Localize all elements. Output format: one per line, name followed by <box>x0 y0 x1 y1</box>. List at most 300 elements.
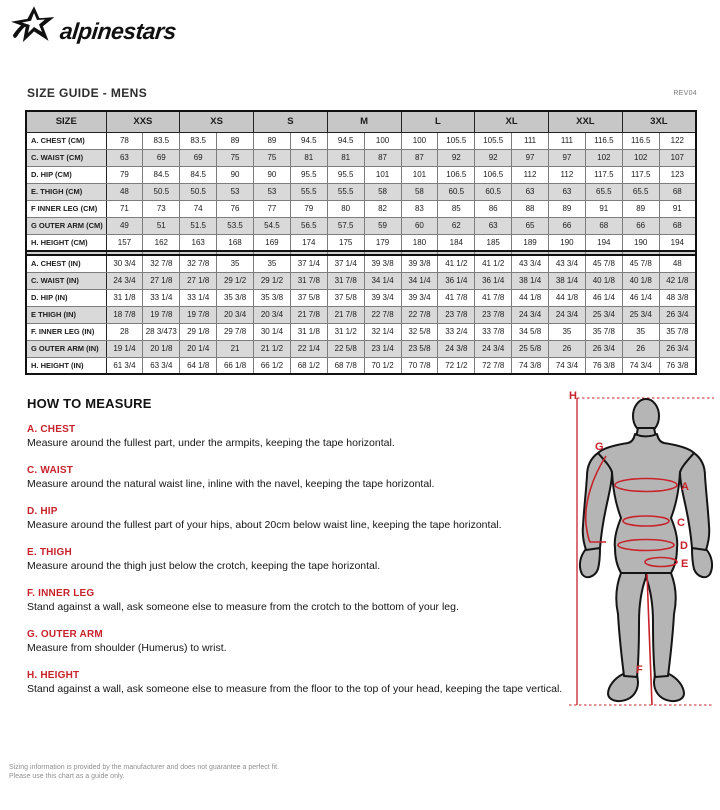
size-value-cell: 69 <box>143 149 180 166</box>
size-value-cell: 185 <box>475 234 512 251</box>
figure-torso <box>598 434 694 573</box>
size-value-cell: 89 <box>217 132 254 149</box>
size-value-cell: 90 <box>217 166 254 183</box>
size-value-cell: 97 <box>549 149 586 166</box>
size-value-cell: 87 <box>401 149 438 166</box>
size-value-cell: 41 7/8 <box>438 289 475 306</box>
size-value-cell: 91 <box>659 200 696 217</box>
size-value-cell: 40 1/8 <box>585 272 622 289</box>
measure-section-label: E. THIGH <box>27 547 72 558</box>
size-value-cell: 25 5/8 <box>512 340 549 357</box>
body-measurement-diagram <box>553 390 718 712</box>
size-value-cell: 105.5 <box>475 132 512 149</box>
size-value-cell: 79 <box>106 166 143 183</box>
size-value-cell: 82 <box>364 200 401 217</box>
size-value-cell: 64 1/8 <box>180 357 217 374</box>
size-value-cell: 74 3/4 <box>622 357 659 374</box>
size-value-cell: 81 <box>327 149 364 166</box>
row-label-cell: G OUTER ARM (IN) <box>26 340 106 357</box>
figure-left-hand <box>580 548 600 577</box>
size-value-cell: 43 3/4 <box>549 255 586 272</box>
how-to-measure-section <box>27 396 572 711</box>
size-value-cell: 48 3/8 <box>659 289 696 306</box>
measure-section-text: Measure around the fullest part of your hips, about 20cm below waist line, keeping the tape horizontal. <box>27 519 502 531</box>
size-value-cell: 35 7/8 <box>585 323 622 340</box>
measure-section-text: Measure around the thigh just below the crotch, keeping the tape horizontal. <box>27 560 381 572</box>
size-value-cell: 89 <box>549 200 586 217</box>
size-value-cell: 20 1/4 <box>180 340 217 357</box>
row-label-cell: F. INNER LEG (IN) <box>26 323 106 340</box>
size-column-header: XS <box>180 111 254 132</box>
table-row <box>26 200 696 217</box>
size-value-cell: 175 <box>327 234 364 251</box>
size-value-cell: 20 3/4 <box>254 306 291 323</box>
size-value-cell: 66 1/8 <box>217 357 254 374</box>
size-value-cell: 70 1/2 <box>364 357 401 374</box>
label-waist: C <box>677 517 685 529</box>
table-row <box>26 132 696 149</box>
size-value-cell: 81 <box>290 149 327 166</box>
measure-section-text: Stand against a wall, ask someone else to measure from the crotch to the bottom of your leg. <box>27 601 459 613</box>
size-value-cell: 59 <box>364 217 401 234</box>
size-value-cell: 37 1/4 <box>327 255 364 272</box>
size-value-cell: 94.5 <box>290 132 327 149</box>
size-value-cell: 168 <box>217 234 254 251</box>
size-table-body <box>26 132 696 374</box>
size-value-cell: 189 <box>512 234 549 251</box>
size-value-cell: 42 1/8 <box>659 272 696 289</box>
footer-disclaimer <box>9 763 279 781</box>
size-table-head <box>26 111 696 132</box>
size-value-cell: 35 3/8 <box>217 289 254 306</box>
size-value-cell: 35 <box>254 255 291 272</box>
size-value-cell: 87 <box>364 149 401 166</box>
size-value-cell: 62 <box>438 217 475 234</box>
row-label-cell: E. THIGH (CM) <box>26 183 106 200</box>
size-value-cell: 63 <box>106 149 143 166</box>
size-value-cell: 101 <box>364 166 401 183</box>
size-value-cell: 66 <box>622 217 659 234</box>
size-value-cell: 78 <box>106 132 143 149</box>
size-value-cell: 24 3/4 <box>106 272 143 289</box>
size-value-cell: 33 2/4 <box>438 323 475 340</box>
measure-section-label: H. HEIGHT <box>27 670 80 681</box>
size-value-cell: 22 5/8 <box>327 340 364 357</box>
body-figure-icon <box>553 390 718 712</box>
size-value-cell: 190 <box>549 234 586 251</box>
size-value-cell: 68 <box>659 217 696 234</box>
size-value-cell: 26 <box>622 340 659 357</box>
size-value-cell: 51.5 <box>180 217 217 234</box>
size-value-cell: 46 1/4 <box>622 289 659 306</box>
measure-section <box>27 506 572 532</box>
size-value-cell: 94.5 <box>327 132 364 149</box>
size-value-cell: 25 3/4 <box>585 306 622 323</box>
size-value-cell: 21 7/8 <box>327 306 364 323</box>
size-value-cell: 45 7/8 <box>585 255 622 272</box>
size-value-cell: 179 <box>364 234 401 251</box>
size-value-cell: 31 1/8 <box>106 289 143 306</box>
size-value-cell: 180 <box>401 234 438 251</box>
size-value-cell: 28 <box>106 323 143 340</box>
alpinestars-star-icon <box>10 6 58 48</box>
row-label-cell: D. HIP (CM) <box>26 166 106 183</box>
page-title-gender: MENS <box>110 86 148 100</box>
measure-section-text: Stand against a wall, ask someone else to measure from the floor to the top of your head, keeping the tape vertical. <box>27 683 563 695</box>
table-row <box>26 234 696 251</box>
measure-section <box>27 465 572 491</box>
measure-section-text: Measure around the natural waist line, inline with the navel, keeping the tape horizontal. <box>27 478 435 490</box>
size-column-header: XXL <box>549 111 623 132</box>
size-value-cell: 83.5 <box>180 132 217 149</box>
size-value-cell: 29 1/2 <box>217 272 254 289</box>
size-column-header: XXS <box>106 111 180 132</box>
brand-wordmark: alpinestars <box>58 17 178 44</box>
size-value-cell: 39 3/8 <box>364 255 401 272</box>
size-value-cell: 32 7/8 <box>180 255 217 272</box>
size-column-header: M <box>327 111 401 132</box>
label-inner-leg: F <box>636 664 643 676</box>
size-value-cell: 174 <box>290 234 327 251</box>
size-value-cell: 34 5/8 <box>512 323 549 340</box>
size-value-cell: 23 1/4 <box>364 340 401 357</box>
size-value-cell: 28 3/473 <box>143 323 180 340</box>
size-value-cell: 30 1/4 <box>254 323 291 340</box>
size-value-cell: 24 3/4 <box>475 340 512 357</box>
size-value-cell: 33 7/8 <box>475 323 512 340</box>
size-value-cell: 29 1/8 <box>180 323 217 340</box>
size-value-cell: 21 1/2 <box>254 340 291 357</box>
size-value-cell: 26 3/4 <box>585 340 622 357</box>
size-value-cell: 89 <box>254 132 291 149</box>
size-value-cell: 31 7/8 <box>290 272 327 289</box>
size-value-cell: 86 <box>475 200 512 217</box>
size-value-cell: 24 3/4 <box>549 306 586 323</box>
size-value-cell: 41 1/2 <box>438 255 475 272</box>
size-value-cell: 70 7/8 <box>401 357 438 374</box>
measure-section-label: G. OUTER ARM <box>27 629 103 640</box>
size-value-cell: 76 <box>217 200 254 217</box>
measure-section-text: Measure around the fullest part, under the armpits, keeping the tape horizontal. <box>27 437 395 449</box>
size-value-cell: 34 1/4 <box>364 272 401 289</box>
size-value-cell: 65.5 <box>622 183 659 200</box>
size-value-cell: 102 <box>622 149 659 166</box>
size-value-cell: 77 <box>254 200 291 217</box>
row-label-cell: E THIGH (IN) <box>26 306 106 323</box>
size-value-cell: 37 1/4 <box>290 255 327 272</box>
size-value-cell: 35 <box>622 323 659 340</box>
size-value-cell: 49 <box>106 217 143 234</box>
size-value-cell: 163 <box>180 234 217 251</box>
size-value-cell: 106.5 <box>438 166 475 183</box>
size-value-cell: 79 <box>290 200 327 217</box>
size-value-cell: 46 1/4 <box>585 289 622 306</box>
size-header-row <box>26 111 696 132</box>
size-value-cell: 194 <box>585 234 622 251</box>
size-column-header: S <box>254 111 328 132</box>
size-table-corner-header: SIZE <box>26 111 106 132</box>
size-value-cell: 53 <box>217 183 254 200</box>
size-value-cell: 60.5 <box>475 183 512 200</box>
size-value-cell: 33 1/4 <box>180 289 217 306</box>
row-label-cell: D. HIP (IN) <box>26 289 106 306</box>
table-row <box>26 289 696 306</box>
size-value-cell: 19 1/4 <box>106 340 143 357</box>
size-value-cell: 92 <box>475 149 512 166</box>
size-value-cell: 58 <box>364 183 401 200</box>
row-label-cell: A. CHEST (CM) <box>26 132 106 149</box>
size-value-cell: 39 3/4 <box>364 289 401 306</box>
size-value-cell: 51 <box>143 217 180 234</box>
size-value-cell: 102 <box>585 149 622 166</box>
size-value-cell: 21 <box>217 340 254 357</box>
size-value-cell: 39 3/4 <box>401 289 438 306</box>
size-value-cell: 65.5 <box>585 183 622 200</box>
size-value-cell: 66 1/2 <box>254 357 291 374</box>
size-value-cell: 112 <box>512 166 549 183</box>
size-value-cell: 68 <box>659 183 696 200</box>
size-value-cell: 35 <box>217 255 254 272</box>
size-value-cell: 32 7/8 <box>143 255 180 272</box>
label-thigh: E <box>681 558 689 570</box>
size-value-cell: 60.5 <box>438 183 475 200</box>
size-value-cell: 23 7/8 <box>475 306 512 323</box>
table-row <box>26 255 696 272</box>
figure-right-arm <box>680 453 709 550</box>
table-row <box>26 272 696 289</box>
table-row <box>26 183 696 200</box>
size-value-cell: 107 <box>659 149 696 166</box>
size-value-cell: 22 7/8 <box>401 306 438 323</box>
measure-section-label: A. CHEST <box>27 424 76 435</box>
figure-left-leg <box>616 573 646 677</box>
size-value-cell: 38 1/4 <box>512 272 549 289</box>
size-value-cell: 76 3/8 <box>585 357 622 374</box>
size-value-cell: 116.5 <box>622 132 659 149</box>
size-value-cell: 74 3/4 <box>549 357 586 374</box>
size-value-cell: 95.5 <box>290 166 327 183</box>
size-column-header: 3XL <box>622 111 696 132</box>
size-value-cell: 37 5/8 <box>290 289 327 306</box>
figure-right-foot <box>654 674 684 701</box>
size-value-cell: 20 1/8 <box>143 340 180 357</box>
measure-section-label: F. INNER LEG <box>27 588 95 599</box>
size-value-cell: 92 <box>438 149 475 166</box>
size-value-cell: 48 <box>659 255 696 272</box>
size-value-cell: 41 7/8 <box>475 289 512 306</box>
size-value-cell: 24 3/4 <box>512 306 549 323</box>
size-value-cell: 106.5 <box>475 166 512 183</box>
size-value-cell: 53.5 <box>217 217 254 234</box>
size-value-cell: 33 1/4 <box>143 289 180 306</box>
size-value-cell: 54.5 <box>254 217 291 234</box>
size-value-cell: 112 <box>549 166 586 183</box>
size-value-cell: 84.5 <box>180 166 217 183</box>
table-row <box>26 149 696 166</box>
size-value-cell: 105.5 <box>438 132 475 149</box>
footer-line-1: Sizing information is provided by the manufacturer and does not guarantee a perfect fit. <box>9 764 280 771</box>
row-label-cell: A. CHEST (IN) <box>26 255 106 272</box>
size-value-cell: 123 <box>659 166 696 183</box>
size-value-cell: 26 3/4 <box>659 340 696 357</box>
size-value-cell: 25 3/4 <box>622 306 659 323</box>
size-value-cell: 100 <box>401 132 438 149</box>
size-value-cell: 50.5 <box>180 183 217 200</box>
size-value-cell: 63 <box>512 183 549 200</box>
size-value-cell: 48 <box>106 183 143 200</box>
size-value-cell: 184 <box>438 234 475 251</box>
size-value-cell: 75 <box>254 149 291 166</box>
size-value-cell: 76 3/8 <box>659 357 696 374</box>
size-value-cell: 31 7/8 <box>327 272 364 289</box>
size-value-cell: 72 1/2 <box>438 357 475 374</box>
table-row <box>26 323 696 340</box>
size-value-cell: 116.5 <box>585 132 622 149</box>
size-value-cell: 63 <box>549 183 586 200</box>
size-value-cell: 55.5 <box>290 183 327 200</box>
size-value-cell: 50.5 <box>143 183 180 200</box>
size-value-cell: 60 <box>401 217 438 234</box>
measure-section-label: D. HIP <box>27 506 58 517</box>
size-value-cell: 80 <box>327 200 364 217</box>
size-value-cell: 73 <box>143 200 180 217</box>
size-value-cell: 111 <box>549 132 586 149</box>
size-value-cell: 37 5/8 <box>327 289 364 306</box>
measure-section <box>27 588 572 614</box>
size-value-cell: 19 7/8 <box>180 306 217 323</box>
page-title-prefix: SIZE GUIDE - <box>27 86 111 100</box>
size-value-cell: 22 1/4 <box>290 340 327 357</box>
size-value-cell: 39 3/8 <box>401 255 438 272</box>
row-label-cell: G OUTER ARM (CM) <box>26 217 106 234</box>
size-value-cell: 85 <box>438 200 475 217</box>
size-value-cell: 31 1/8 <box>290 323 327 340</box>
size-value-cell: 69 <box>180 149 217 166</box>
figure-right-hand <box>692 548 712 577</box>
size-value-cell: 61 3/4 <box>106 357 143 374</box>
size-value-cell: 66 <box>549 217 586 234</box>
table-row <box>26 217 696 234</box>
size-value-cell: 44 1/8 <box>512 289 549 306</box>
size-value-cell: 74 3/8 <box>512 357 549 374</box>
row-label-cell: H. HEIGHT (IN) <box>26 357 106 374</box>
size-value-cell: 89 <box>622 200 659 217</box>
size-table <box>25 110 697 375</box>
size-value-cell: 194 <box>659 234 696 251</box>
size-value-cell: 55.5 <box>327 183 364 200</box>
size-value-cell: 68 7/8 <box>327 357 364 374</box>
size-value-cell: 32 5/8 <box>401 323 438 340</box>
size-value-cell: 56.5 <box>290 217 327 234</box>
size-value-cell: 44 1/8 <box>549 289 586 306</box>
size-value-cell: 90 <box>254 166 291 183</box>
table-row <box>26 166 696 183</box>
size-value-cell: 117.5 <box>622 166 659 183</box>
size-value-cell: 74 <box>180 200 217 217</box>
size-value-cell: 24 3/8 <box>438 340 475 357</box>
size-value-cell: 65 <box>512 217 549 234</box>
measure-section <box>27 547 572 573</box>
measure-instructions-list <box>27 424 572 696</box>
size-value-cell: 84.5 <box>143 166 180 183</box>
row-label-cell: C. WAIST (IN) <box>26 272 106 289</box>
size-value-cell: 32 1/4 <box>364 323 401 340</box>
size-value-cell: 21 7/8 <box>290 306 327 323</box>
size-value-cell: 20 3/4 <box>217 306 254 323</box>
size-value-cell: 29 1/2 <box>254 272 291 289</box>
size-value-cell: 75 <box>217 149 254 166</box>
size-value-cell: 27 1/8 <box>143 272 180 289</box>
size-value-cell: 35 7/8 <box>659 323 696 340</box>
footer-line-2: Please use this chart as a guide only. <box>9 773 125 780</box>
size-value-cell: 111 <box>512 132 549 149</box>
size-column-header: XL <box>475 111 549 132</box>
size-value-cell: 26 3/4 <box>659 306 696 323</box>
size-value-cell: 31 1/2 <box>327 323 364 340</box>
size-value-cell: 157 <box>106 234 143 251</box>
size-value-cell: 100 <box>364 132 401 149</box>
size-value-cell: 38 1/4 <box>549 272 586 289</box>
size-value-cell: 23 7/8 <box>438 306 475 323</box>
size-value-cell: 63 3/4 <box>143 357 180 374</box>
table-row <box>26 357 696 374</box>
size-value-cell: 58 <box>401 183 438 200</box>
how-to-measure-heading: HOW TO MEASURE <box>27 396 152 411</box>
page-title <box>27 86 147 100</box>
measure-section <box>27 629 572 655</box>
table-row <box>26 340 696 357</box>
size-value-cell: 19 7/8 <box>143 306 180 323</box>
measure-section <box>27 670 572 696</box>
size-value-cell: 97 <box>512 149 549 166</box>
size-value-cell: 43 3/4 <box>512 255 549 272</box>
size-value-cell: 29 7/8 <box>217 323 254 340</box>
row-label-cell: C. WAIST (CM) <box>26 149 106 166</box>
size-value-cell: 190 <box>622 234 659 251</box>
size-value-cell: 72 7/8 <box>475 357 512 374</box>
size-value-cell: 22 7/8 <box>364 306 401 323</box>
row-label-cell: H. HEIGHT (CM) <box>26 234 106 251</box>
label-chest: A <box>681 481 689 493</box>
size-value-cell: 169 <box>254 234 291 251</box>
size-value-cell: 18 7/8 <box>106 306 143 323</box>
size-value-cell: 30 3/4 <box>106 255 143 272</box>
brand-logo <box>10 6 176 48</box>
size-value-cell: 122 <box>659 132 696 149</box>
size-value-cell: 68 1/2 <box>290 357 327 374</box>
measure-section-text: Measure from shoulder (Humerus) to wrist. <box>27 642 227 654</box>
size-value-cell: 36 1/4 <box>438 272 475 289</box>
size-value-cell: 68 <box>585 217 622 234</box>
size-value-cell: 23 5/8 <box>401 340 438 357</box>
size-value-cell: 95.5 <box>327 166 364 183</box>
size-value-cell: 57.5 <box>327 217 364 234</box>
size-value-cell: 27 1/8 <box>180 272 217 289</box>
row-label-cell: F INNER LEG (CM) <box>26 200 106 217</box>
size-value-cell: 71 <box>106 200 143 217</box>
size-value-cell: 83 <box>401 200 438 217</box>
size-value-cell: 36 1/4 <box>475 272 512 289</box>
measure-section <box>27 424 572 450</box>
size-value-cell: 162 <box>143 234 180 251</box>
size-value-cell: 34 1/4 <box>401 272 438 289</box>
size-value-cell: 101 <box>401 166 438 183</box>
size-value-cell: 83.5 <box>143 132 180 149</box>
size-column-header: L <box>401 111 475 132</box>
size-value-cell: 63 <box>475 217 512 234</box>
label-hip: D <box>680 540 688 552</box>
label-height: H <box>569 390 577 402</box>
